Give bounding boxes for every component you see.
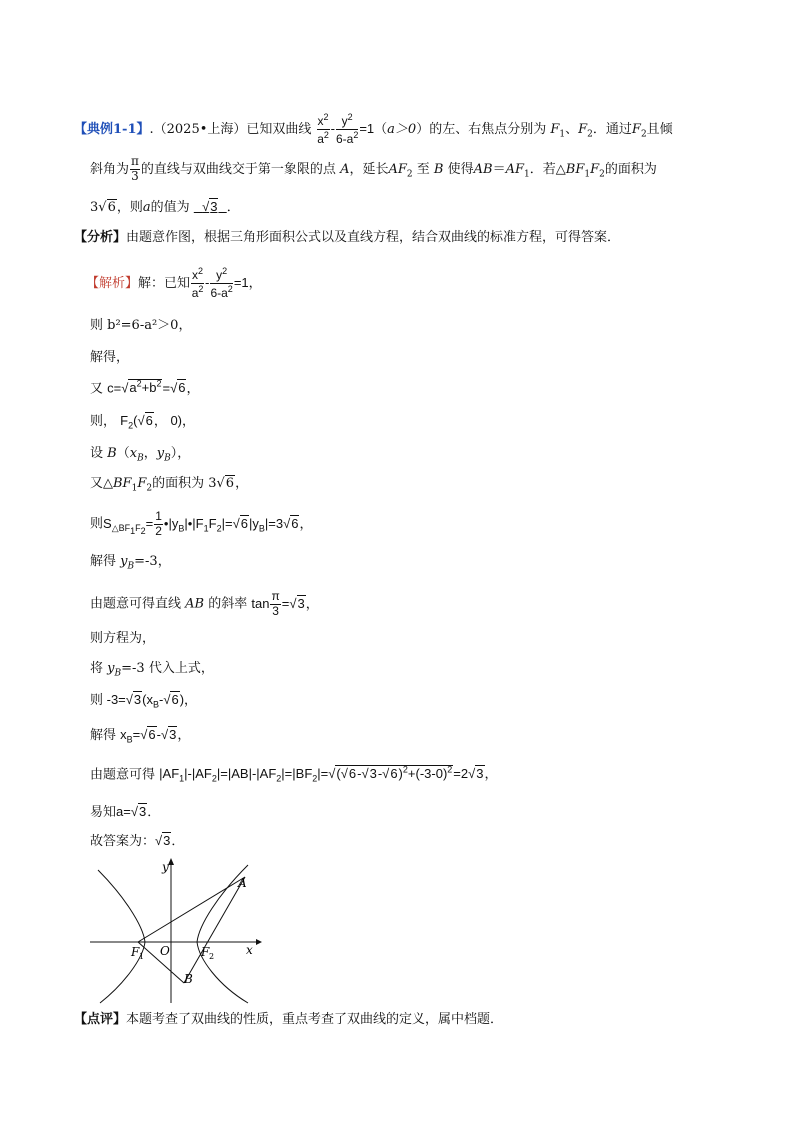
problem-line-1: 【典例1-1】.（2025•上海）已知双曲线 $\frac{x^2}{a^2}$ - $\frac{y^2}{6-a^2}$ =1（a＞0）的左、右焦点分别为 $F_1$、$F_2$．通过$F_2$且倾 [74, 112, 673, 146]
step-2: 解得， [90, 350, 130, 365]
problem-line-3: 3√6，则a的值为 √3 ． [90, 199, 240, 215]
label-F2: F [201, 945, 210, 959]
solution-intro: 【解析】解：已知 $\frac{x^2}{a^2}$ - $\frac{y^2}{6-a^2}$ =1， [86, 266, 262, 300]
label-A: A [238, 876, 247, 890]
step-8: 解得 $y_B=-3$， [90, 554, 171, 572]
hyperbola-figure [88, 855, 268, 1005]
step-4: 则， $F_2(√6$， 0)， [90, 413, 196, 431]
label-F1-sub: 1 [139, 952, 145, 961]
frac-pi-3: $\frac{\pi}{3}$ [131, 154, 139, 183]
solution-tag: 【解析】 [86, 275, 139, 291]
analysis-line: 【分析】由题意作图，根据三角形面积公式以及直线方程，结合双曲线的标准方程，可得答案． [74, 230, 621, 245]
answer-blank: √3 [202, 199, 218, 214]
step-5: 设 $B(x_B$，$y_B$）， [90, 446, 191, 464]
step-10: 则方程为， [90, 631, 156, 646]
step-11: 将 $y_B=-3$ 代入上式， [90, 661, 214, 679]
comment-tag: 【点评】 [74, 1012, 127, 1027]
step-7: 则$S_{\triangle BF_1F_2}=$ $\frac{1}{2}$ $•|y_B|•|F_1F_2|=√6|y_B|=3√6$， [90, 509, 313, 538]
step-15: 易知a=√3． [90, 804, 161, 820]
label-B: B [184, 972, 193, 986]
frac-y2-6-a2: $\frac{y^2}{6-a^2}$ [335, 112, 359, 146]
label-F2-sub: 2 [209, 952, 215, 961]
problem-line-2: 斜角为 $\frac{\pi}{3}$ 的直线与双曲线交于第一象限的点 A，延长$AF_2$ 至 B 使得$AB=AF_1$．若$\triangle BF_1F_2$的面积为 [90, 154, 657, 183]
analysis-tag: 【分析】 [74, 230, 127, 245]
label-y: y [162, 860, 169, 874]
example-tag: 【典例1-1】 [74, 121, 150, 137]
label-F1: F [131, 945, 140, 959]
step-12: 则 $-3=√3(x_B-√6)$， [90, 692, 198, 710]
step-9: 由题意可得直线 AB 的斜率 tan $\frac{\pi}{3}$ =√3， [90, 589, 319, 618]
label-O: O [160, 944, 170, 958]
frac-x2-a2: $\frac{x^2}{a^2}$ [317, 112, 329, 146]
step-16: 故答案为：√3． [90, 833, 185, 849]
step-3: 又 $c=√a^2+b^2=√6$， [90, 379, 200, 397]
step-14: 由题意可得 $|AF_1|-|AF_2|=|AB|-|AF_2|=|BF_2|=√(√6-√3-√6)^2+(-3-0)^2=2√3$， [90, 765, 498, 784]
step-1: 则 b²=6-a²＞0， [90, 318, 192, 333]
label-x: x [246, 943, 253, 957]
step-13: 解得 $x_B=√6-√3$， [90, 727, 191, 745]
step-6: 又$\triangle BF_1F_2$的面积为 3√6， [90, 476, 249, 494]
comment-line: 【点评】本题考查了双曲线的性质，重点考查了双曲线的定义，属中档题． [74, 1012, 504, 1027]
